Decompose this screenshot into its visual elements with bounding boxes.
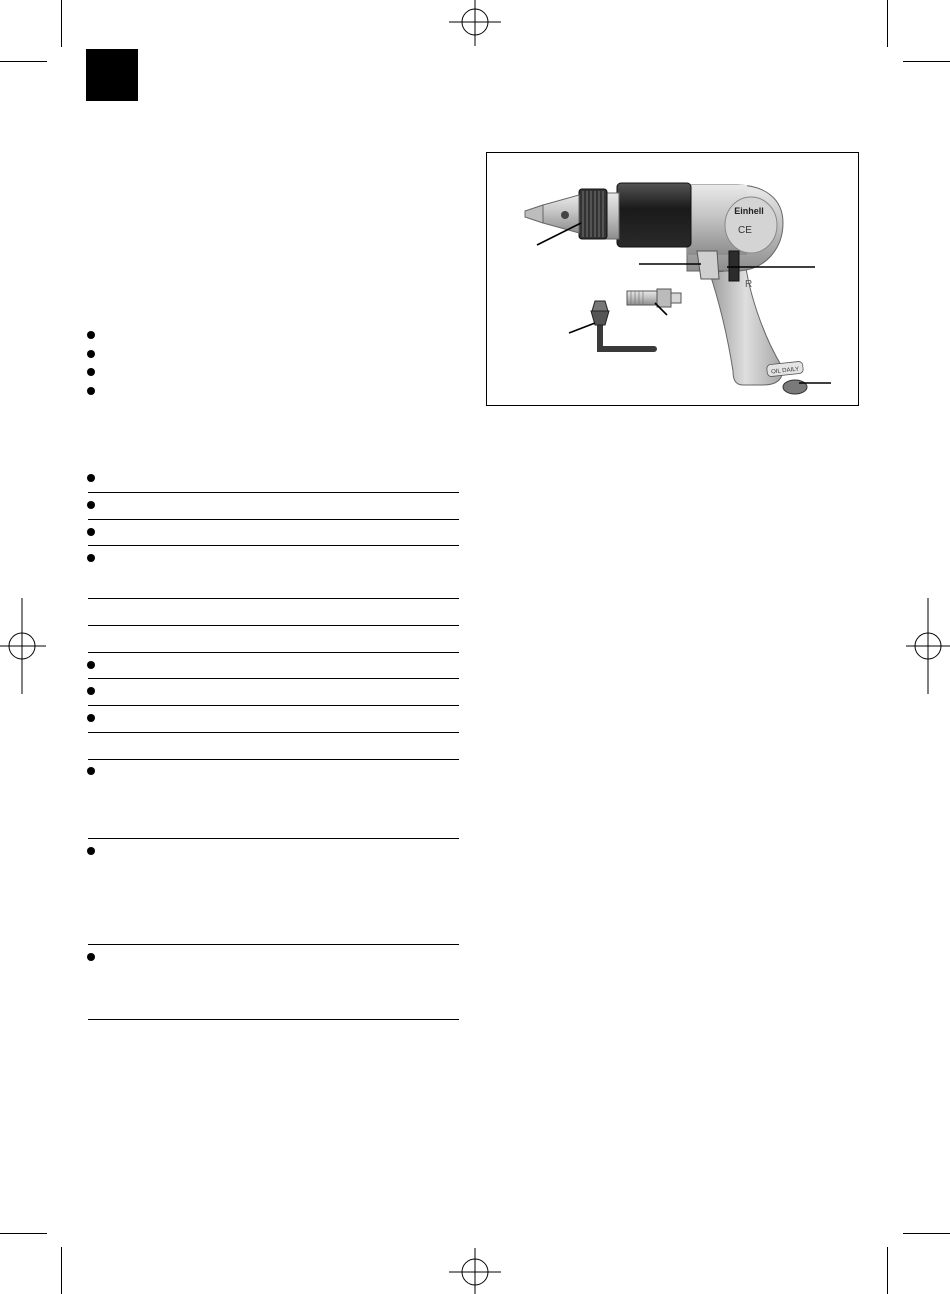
air-inlet [783,380,807,394]
crop-mark [61,1247,62,1294]
bullet [87,501,95,509]
bullet [87,687,95,695]
crop-mark [0,61,47,62]
table-rule [88,838,459,839]
table-rule [88,598,459,599]
trigger [697,251,719,279]
chuck-key [600,321,654,349]
registration-mark-top [449,0,501,48]
brand-logo: Einhell [734,206,764,216]
chuck-key-hole [561,211,569,219]
table-rule [88,678,459,679]
registration-mark-right [902,598,950,694]
bullet [87,387,95,395]
table-rule [88,652,459,653]
table-rule [88,492,459,493]
bullet [87,528,95,536]
table-rule [88,944,459,945]
table-rule [88,545,459,546]
crop-mark [887,1247,888,1294]
bullet [87,368,95,376]
table-rule [88,1019,459,1020]
air-nipple-hex [657,289,671,307]
bullet [87,474,95,482]
reverse-switch [729,251,739,281]
oil-label-text: OIL DAILY [770,366,800,376]
bullet [87,767,95,775]
bullet [87,350,95,358]
bullet [87,554,95,562]
table-rule [88,759,459,760]
chuck-key-head [592,301,608,311]
registration-mark-bottom [449,1246,501,1294]
language-tab [86,49,138,101]
grip-sleeve [617,183,691,247]
crop-mark [0,1233,47,1234]
chuck-tip [525,205,543,223]
bullet [87,331,95,339]
bullet [87,847,95,855]
crop-mark [887,0,888,47]
table-rule [88,519,459,520]
direction-mark: R [745,279,753,290]
air-nipple-tip [671,293,681,303]
drill-figure [486,152,859,406]
ce-mark: CE [738,225,752,236]
crop-mark [903,61,950,62]
air-nipple-thread [627,291,657,305]
crop-mark [61,0,62,47]
registration-mark-left [0,598,48,694]
crop-mark [903,1233,950,1234]
bullet [87,953,95,961]
table-rule [88,732,459,733]
drill-illustration [487,153,859,406]
bullet [87,714,95,722]
table-rule [88,705,459,706]
table-rule [88,625,459,626]
bullet [87,661,95,669]
